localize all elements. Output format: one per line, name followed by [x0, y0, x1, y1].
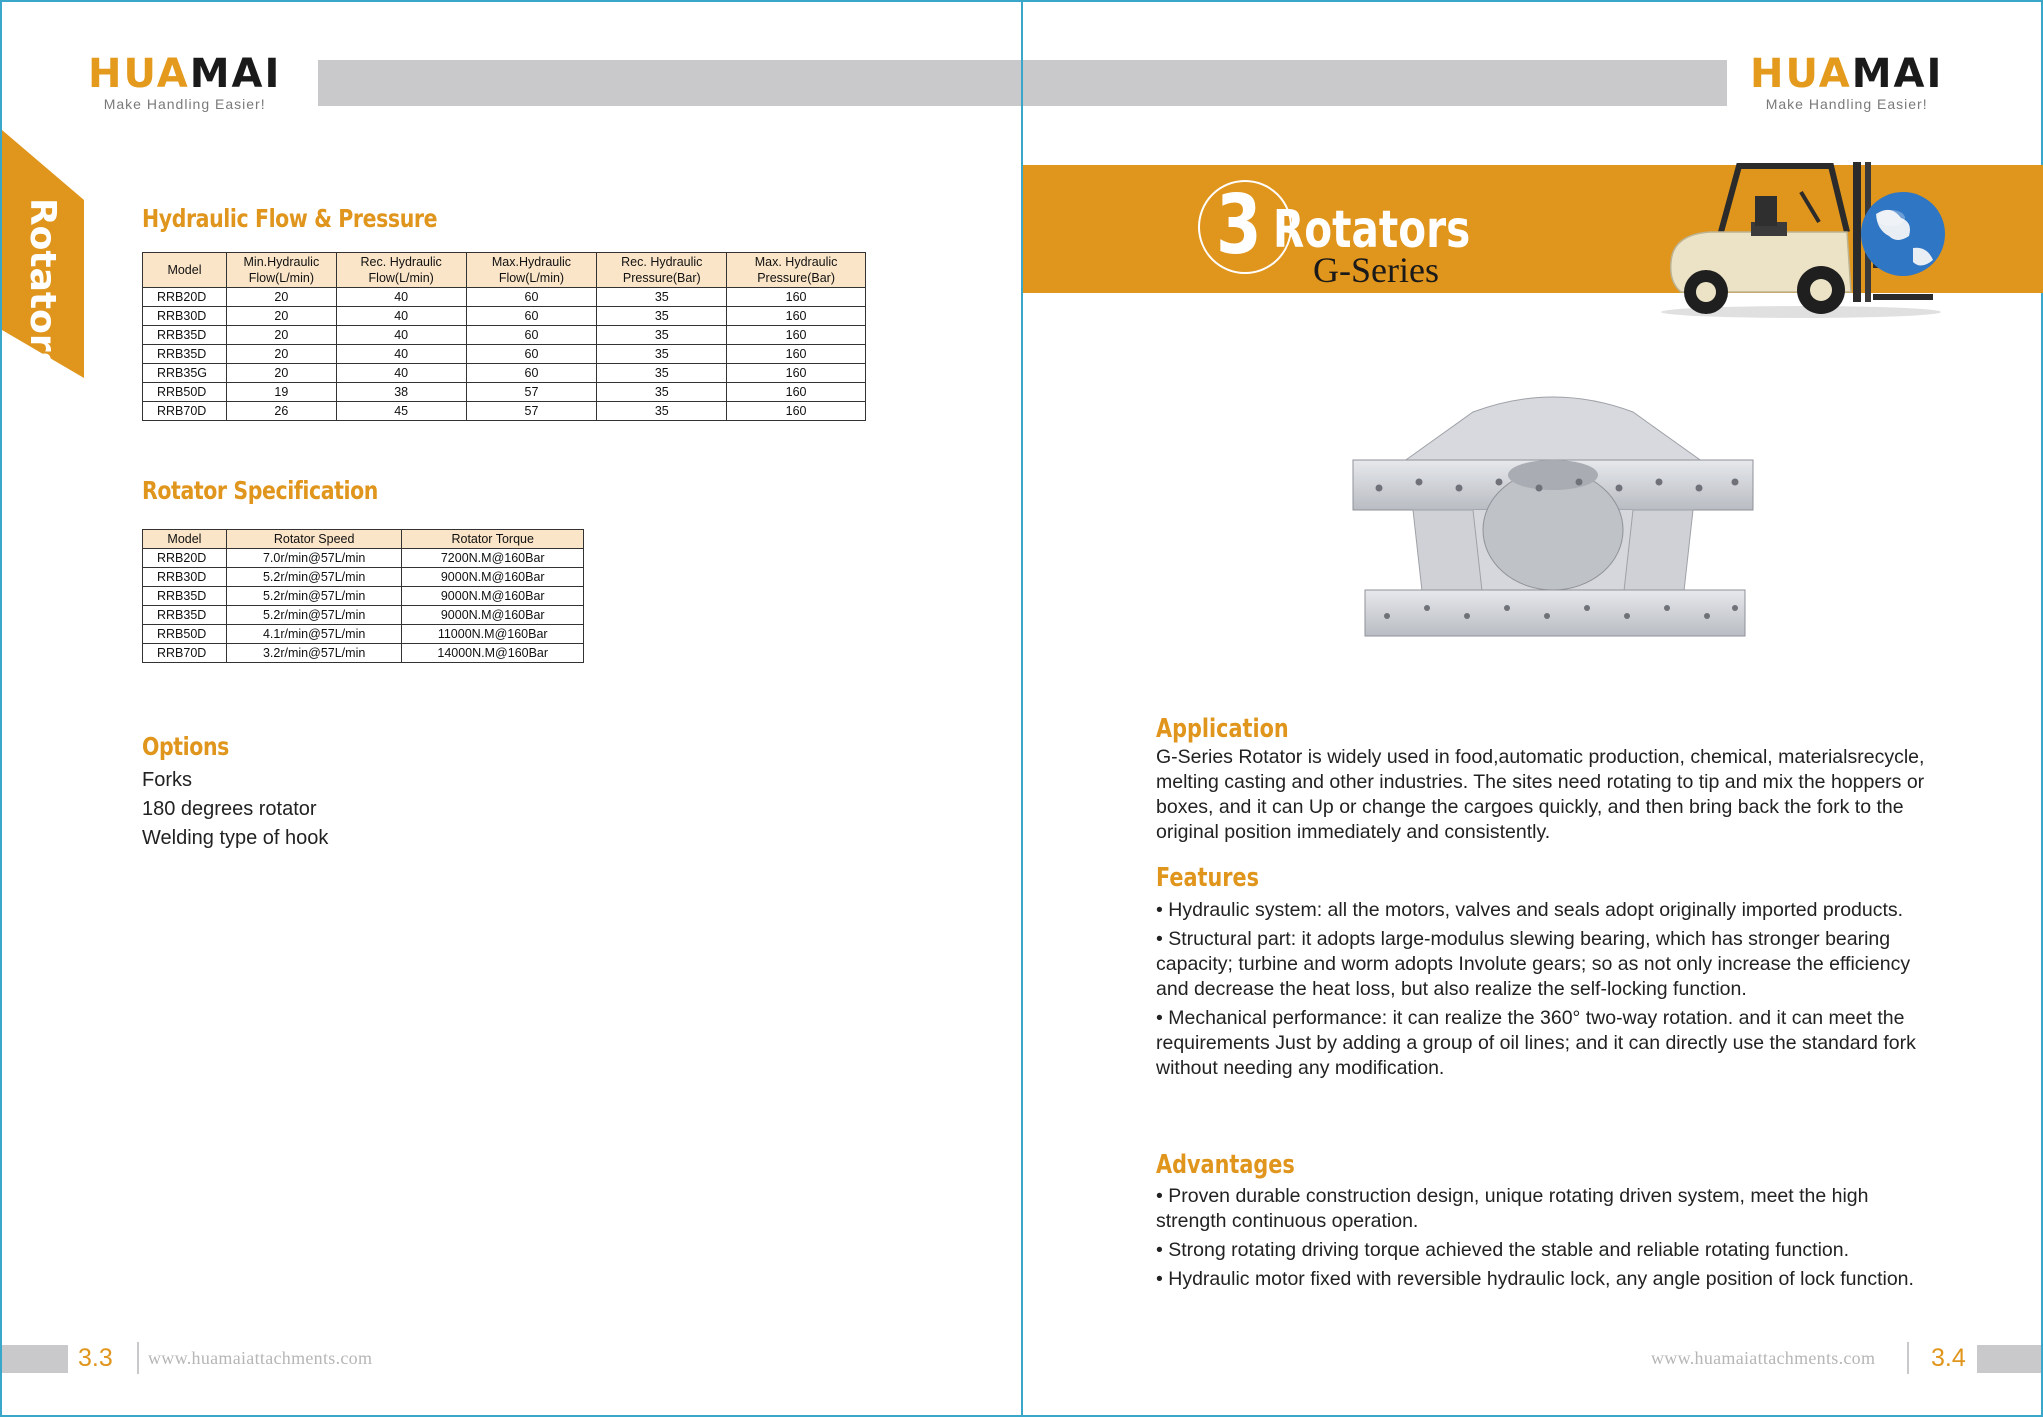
value-cell: 35 — [597, 288, 727, 307]
model-cell: RRB30D — [143, 568, 227, 587]
flow-pressure-table — [142, 252, 866, 421]
value-cell: 160 — [727, 288, 866, 307]
value-cell: 7200N.M@160Bar — [402, 549, 584, 568]
table-row — [143, 606, 584, 625]
value-cell: 60 — [466, 364, 597, 383]
chapter-number: 3 — [1216, 178, 1262, 273]
value-cell: 40 — [336, 288, 466, 307]
column-header: Rec. Hydraulic Flow(L/min) — [336, 253, 466, 288]
right-page — [1021, 0, 2043, 1417]
features-list — [1156, 898, 1936, 1085]
value-cell: 11000N.M@160Bar — [402, 625, 584, 644]
value-cell: 35 — [597, 383, 727, 402]
footer-url: www.huamaiattachments.com — [148, 1348, 373, 1368]
value-cell: 14000N.M@160Bar — [402, 644, 584, 663]
model-cell: RRB35G — [143, 364, 227, 383]
table-row — [143, 345, 866, 364]
value-cell: 35 — [597, 326, 727, 345]
model-cell: RRB70D — [143, 402, 227, 421]
list-item: • Hydraulic system: all the motors, valves and seals adopt originally imported products. — [1156, 899, 1904, 921]
list-item: 180 degrees rotator — [142, 798, 317, 820]
features-title: Features — [1156, 863, 1260, 893]
column-header: Model — [143, 253, 227, 288]
forklift-illustration — [1651, 152, 1951, 322]
value-cell: 160 — [727, 345, 866, 364]
model-cell: RRB50D — [143, 625, 227, 644]
value-cell: 160 — [727, 402, 866, 421]
value-cell: 57 — [466, 402, 597, 421]
flow-section-title: Hydraulic Flow & Pressure — [142, 204, 438, 233]
value-cell: 40 — [336, 326, 466, 345]
brand-wordmark: HUAMAI — [1750, 51, 1944, 97]
model-cell: RRB70D — [143, 644, 227, 663]
value-cell: 19 — [226, 383, 336, 402]
brand-wordmark: HUAMAI — [88, 51, 282, 97]
value-cell: 20 — [226, 364, 336, 383]
value-cell: 35 — [597, 364, 727, 383]
value-cell: 60 — [466, 345, 597, 364]
value-cell: 40 — [336, 345, 466, 364]
model-cell: RRB35D — [143, 345, 227, 364]
value-cell: 3.2r/min@57L/min — [226, 644, 402, 663]
advantages-list — [1156, 1184, 1936, 1296]
value-cell: 20 — [226, 307, 336, 326]
value-cell: 160 — [727, 307, 866, 326]
table-row — [143, 288, 866, 307]
footer-bar — [2, 1345, 68, 1373]
table-header-row — [143, 253, 866, 288]
footer-separator — [1907, 1342, 1909, 1374]
value-cell: 60 — [466, 326, 597, 345]
table-row — [143, 326, 866, 345]
left-page — [0, 0, 1021, 1417]
brand-tagline: Make Handling Easier! — [103, 96, 266, 112]
value-cell: 160 — [727, 364, 866, 383]
chapter-title: Rotators — [1273, 200, 1471, 260]
footer-separator — [137, 1342, 139, 1374]
list-item: • Strong rotating driving torque achieved the stable and reliable rotating function. — [1156, 1239, 1850, 1261]
spec-section-title: Rotator Specification — [142, 476, 378, 505]
page-number: 3.3 — [78, 1344, 113, 1372]
model-cell: RRB20D — [143, 549, 227, 568]
application-paragraph: G-Series Rotator is widely used in food,automatic production, chemical, materialsrecycle, melting casting and other industries. The sites need rotating to tip and mix the hoppers or boxes, and it can Up or change the cargoes quickly, and then bring back the fork to the original position immediately and consistently. — [1156, 746, 1925, 843]
table-row — [143, 644, 584, 663]
application-text — [1156, 745, 1936, 849]
page-number: 3.4 — [1931, 1344, 1966, 1372]
list-item: Welding type of hook — [142, 827, 329, 849]
model-cell: RRB20D — [143, 288, 227, 307]
rotator-product-image — [1343, 390, 1763, 660]
list-item: • Structural part: it adopts large-modulus slewing bearing, which has stronger bearing capacity; turbine and worm adopts Involute gears; so as not only increase the efficiency and decrease the heat loss, but also realize the self-locking function. — [1156, 928, 1911, 1000]
column-header: Rec. Hydraulic Pressure(Bar) — [597, 253, 727, 288]
value-cell: 5.2r/min@57L/min — [226, 568, 402, 587]
value-cell: 9000N.M@160Bar — [402, 568, 584, 587]
table-row — [143, 383, 866, 402]
value-cell: 5.2r/min@57L/min — [226, 587, 402, 606]
column-header: Model — [143, 530, 227, 549]
table-row — [143, 307, 866, 326]
table-row — [143, 549, 584, 568]
advantages-title: Advantages — [1156, 1150, 1295, 1180]
application-title: Application — [1156, 714, 1289, 744]
list-item: • Proven durable construction design, unique rotating driven system, meet the high strength continuous operation. — [1156, 1185, 1869, 1232]
side-tab — [2, 130, 84, 378]
header-bar — [1023, 60, 1727, 106]
brand-logo — [88, 51, 282, 112]
value-cell: 20 — [226, 288, 336, 307]
model-cell: RRB35D — [143, 606, 227, 625]
brand-tagline: Make Handling Easier! — [1765, 96, 1928, 112]
value-cell: 160 — [727, 383, 866, 402]
list-item: Forks — [142, 769, 192, 791]
table-header-row — [143, 530, 584, 549]
chapter-subtitle: G-Series — [1313, 250, 1439, 290]
value-cell: 57 — [466, 383, 597, 402]
side-tab-label: Rotators — [22, 197, 64, 373]
column-header: Max.Hydraulic Flow(L/min) — [466, 253, 597, 288]
rotator-spec-table — [142, 529, 584, 663]
model-cell: RRB30D — [143, 307, 227, 326]
brand-logo — [1750, 51, 1944, 112]
value-cell: 9000N.M@160Bar — [402, 606, 584, 625]
table-row — [143, 587, 584, 606]
value-cell: 160 — [727, 326, 866, 345]
value-cell: 7.0r/min@57L/min — [226, 549, 402, 568]
table-row — [143, 402, 866, 421]
list-item: • Mechanical performance: it can realize the 360° two-way rotation. and it can meet the requirements Just by adding a group of oil lines; and it can directly use the standard fork without needing any modification. — [1156, 1007, 1916, 1079]
value-cell: 45 — [336, 402, 466, 421]
value-cell: 4.1r/min@57L/min — [226, 625, 402, 644]
header-bar — [318, 60, 1023, 106]
model-cell: RRB35D — [143, 587, 227, 606]
table-row — [143, 625, 584, 644]
table-row — [143, 364, 866, 383]
column-header: Rotator Torque — [402, 530, 584, 549]
value-cell: 20 — [226, 326, 336, 345]
value-cell: 5.2r/min@57L/min — [226, 606, 402, 625]
value-cell: 20 — [226, 345, 336, 364]
column-header: Max. Hydraulic Pressure(Bar) — [727, 253, 866, 288]
value-cell: 40 — [336, 364, 466, 383]
value-cell: 35 — [597, 345, 727, 364]
model-cell: RRB35D — [143, 326, 227, 345]
value-cell: 9000N.M@160Bar — [402, 587, 584, 606]
options-list — [142, 766, 328, 853]
column-header: Min.Hydraulic Flow(L/min) — [226, 253, 336, 288]
column-header: Rotator Speed — [226, 530, 402, 549]
value-cell: 60 — [466, 307, 597, 326]
options-section-title: Options — [142, 732, 229, 761]
model-cell: RRB50D — [143, 383, 227, 402]
value-cell: 26 — [226, 402, 336, 421]
value-cell: 35 — [597, 402, 727, 421]
footer-url: www.huamaiattachments.com — [1651, 1348, 1876, 1368]
footer-bar — [1977, 1345, 2041, 1373]
value-cell: 35 — [597, 307, 727, 326]
value-cell: 38 — [336, 383, 466, 402]
table-row — [143, 568, 584, 587]
value-cell: 60 — [466, 288, 597, 307]
list-item: • Hydraulic motor fixed with reversible hydraulic lock, any angle position of lock function. — [1156, 1268, 1914, 1290]
value-cell: 40 — [336, 307, 466, 326]
